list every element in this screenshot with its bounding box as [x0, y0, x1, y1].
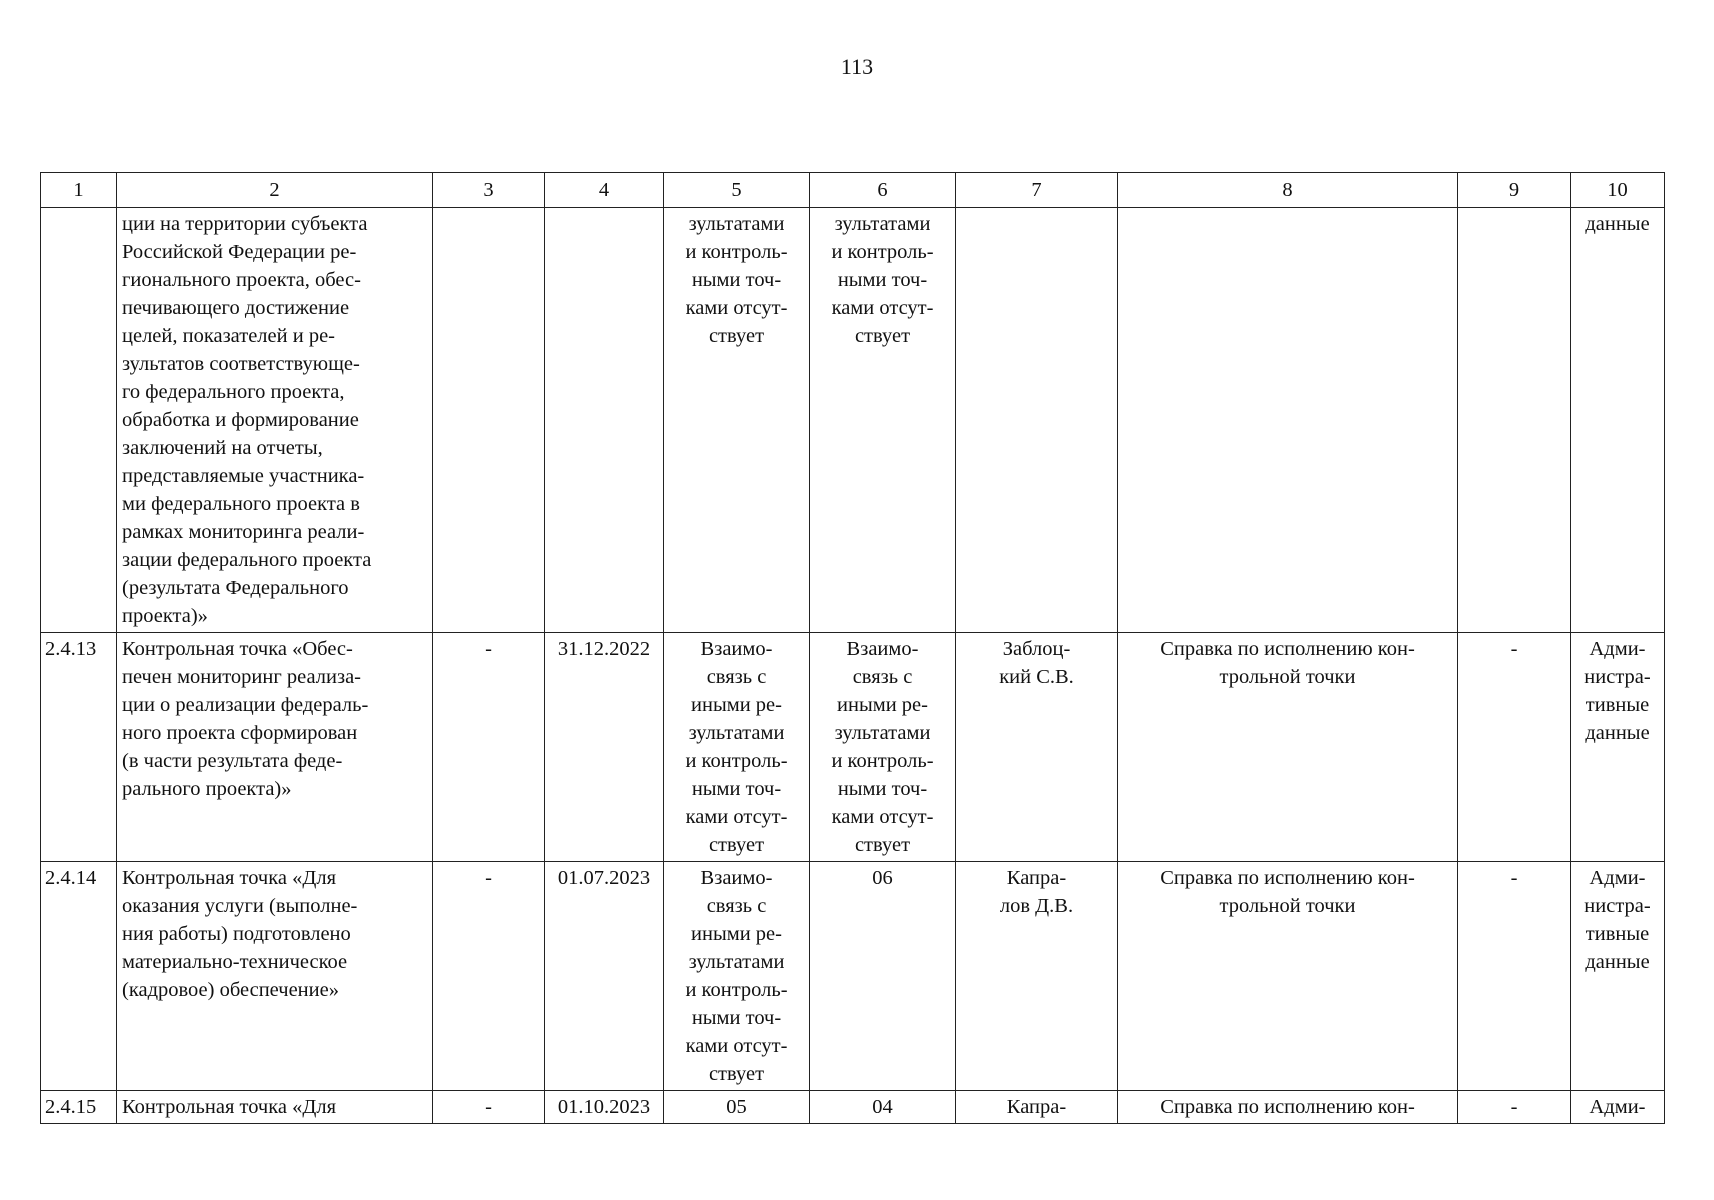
cell-col6: Взаимо- связь с иными ре- зультатами и контроль- ными точ- ками отсут- ствует — [810, 633, 956, 862]
column-header: 7 — [956, 173, 1118, 208]
column-header: 2 — [117, 173, 433, 208]
cell-responsible: Заблоц- кий С.В. — [956, 633, 1118, 862]
column-header: 10 — [1571, 173, 1665, 208]
cell-col9: - — [1458, 862, 1571, 1091]
cell-number — [41, 208, 117, 633]
column-header: 6 — [810, 173, 956, 208]
cell-col3: - — [433, 1091, 545, 1124]
cell-number: 2.4.13 — [41, 633, 117, 862]
cell-date: 31.12.2022 — [545, 633, 664, 862]
cell-col6: 04 — [810, 1091, 956, 1124]
cell-responsible — [956, 208, 1118, 633]
cell-responsible: Капра- — [956, 1091, 1118, 1124]
cell-col3 — [433, 208, 545, 633]
cell-source: данные — [1571, 208, 1665, 633]
cell-description: Контрольная точка «Обес- печен мониторинг реализа- ции о реализации федераль- ного проекта сформирован (в части результата феде- рального проекта)» — [117, 633, 433, 862]
column-header: 3 — [433, 173, 545, 208]
cell-date: 01.10.2023 — [545, 1091, 664, 1124]
cell-description: Контрольная точка «Для оказания услуги (выполне- ния работы) подготовлено материально-техническое (кадровое) обеспечение» — [117, 862, 433, 1091]
cell-responsible: Капра- лов Д.В. — [956, 862, 1118, 1091]
cell-col9: - — [1458, 633, 1571, 862]
cell-document: Справка по исполнению кон- трольной точки — [1118, 633, 1458, 862]
cell-date: 01.07.2023 — [545, 862, 664, 1091]
cell-document: Справка по исполнению кон- трольной точки — [1118, 862, 1458, 1091]
header-row — [41, 173, 1665, 208]
cell-col6: 06 — [810, 862, 956, 1091]
column-header: 8 — [1118, 173, 1458, 208]
cell-col6: зультатами и контроль- ными точ- ками отсут- ствует — [810, 208, 956, 633]
table-row — [41, 862, 1665, 1091]
cell-col9 — [1458, 208, 1571, 633]
cell-col9: - — [1458, 1091, 1571, 1124]
document-table — [40, 172, 1665, 1124]
table-row — [41, 1091, 1665, 1124]
cell-source: Адми- нистра- тивные данные — [1571, 862, 1665, 1091]
cell-description: ции на территории субъекта Российской Федерации ре- гионального проекта, обес- печивающего достижение целей, показателей и ре- зультатов соответствующе- го федерального проекта, обработка и формирование заключений на отчеты, представляемые участника- ми федерального проекта в рамках мониторинга реали- зации федерального проекта (результата Федерального проекта)» — [117, 208, 433, 633]
cell-col3: - — [433, 862, 545, 1091]
cell-col5: Взаимо- связь с иными ре- зультатами и контроль- ными точ- ками отсут- ствует — [664, 633, 810, 862]
column-header: 5 — [664, 173, 810, 208]
cell-source: Адми- нистра- тивные данные — [1571, 633, 1665, 862]
column-header: 1 — [41, 173, 117, 208]
table-row — [41, 633, 1665, 862]
cell-description: Контрольная точка «Для — [117, 1091, 433, 1124]
cell-number: 2.4.15 — [41, 1091, 117, 1124]
table-row — [41, 208, 1665, 633]
cell-document: Справка по исполнению кон- — [1118, 1091, 1458, 1124]
cell-col5: 05 — [664, 1091, 810, 1124]
cell-col5: Взаимо- связь с иными ре- зультатами и контроль- ными точ- ками отсут- ствует — [664, 862, 810, 1091]
cell-number: 2.4.14 — [41, 862, 117, 1091]
cell-date — [545, 208, 664, 633]
page-number: 113 — [840, 54, 874, 79]
cell-col5: зультатами и контроль- ными точ- ками отсут- ствует — [664, 208, 810, 633]
cell-col3: - — [433, 633, 545, 862]
cell-document — [1118, 208, 1458, 633]
column-header: 4 — [545, 173, 664, 208]
cell-source: Адми- — [1571, 1091, 1665, 1124]
column-header: 9 — [1458, 173, 1571, 208]
